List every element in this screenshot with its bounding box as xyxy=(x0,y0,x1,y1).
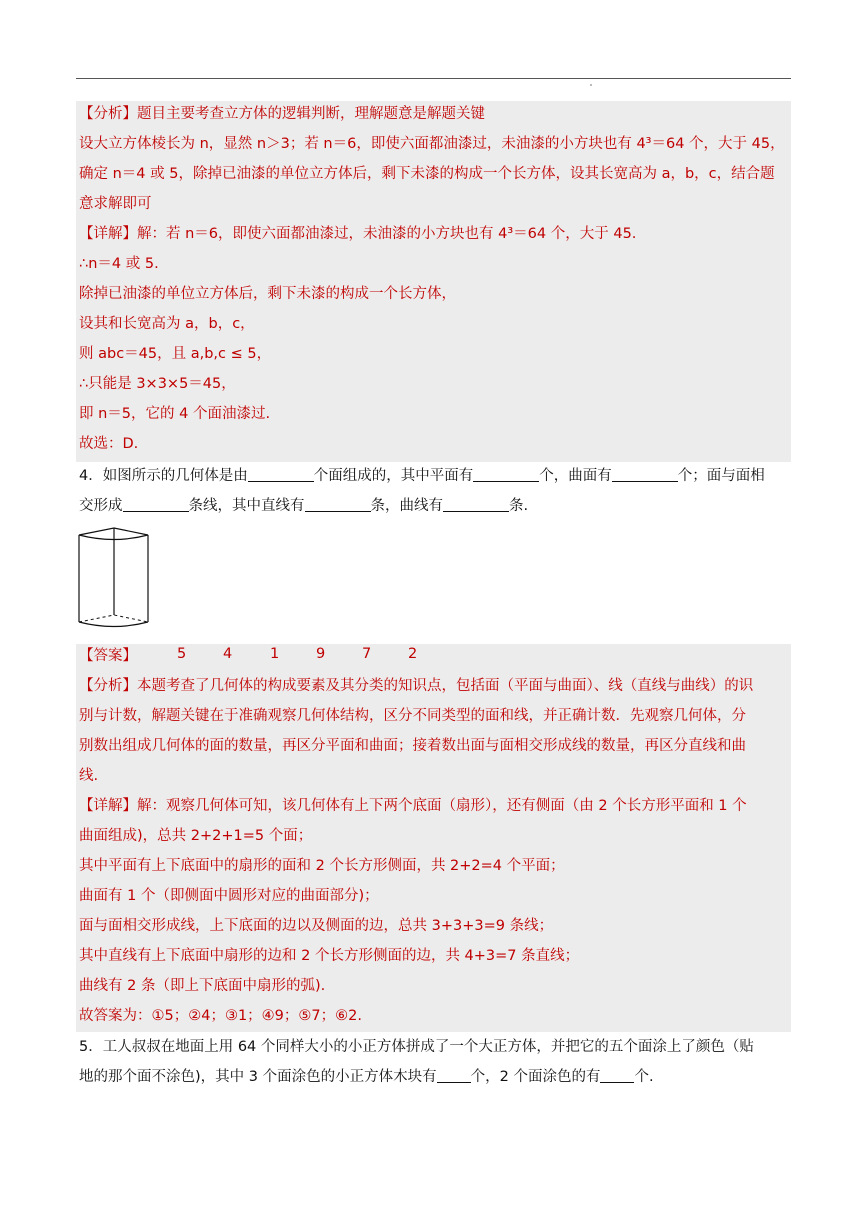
q4-detail-line-6: 其中直线有上下底面中扇形的边和 2 个长方形侧面的边，共 4+3=7 条直线； xyxy=(79,948,580,964)
q4-detail-line-5: 面与面相交形成线，上下底面的边以及侧面的边，总共 3+3+3=9 条线； xyxy=(79,918,554,934)
answer-tag: 【答案】 xyxy=(79,648,137,664)
q3-detail-line xyxy=(79,224,636,244)
detail-tag: 【详解】 xyxy=(79,798,137,814)
q3-line-4: 意求解即可 xyxy=(79,196,152,212)
sector-prism-figure xyxy=(76,524,156,638)
q3-line-2: 设大立方体棱长为 n，显然 n＞3；若 n＝6，即使六面都油漆过，未油漆的小方块也有 4³＝64 个，大于 45， xyxy=(79,136,785,152)
analysis-tag: 【分析】 xyxy=(79,106,137,122)
q4-analysis-line-4: 线. xyxy=(79,768,99,784)
q3-line-3: 确定 n＝4 或 5，除掉已油漆的单位立方体后，剩下未漆的构成一个长方体，设其长宽高为 a，b，c，结合题 xyxy=(79,166,775,182)
q4-stem-line-1: 4．如图所示的几何体是由 个面组成的，其中平面有 个，曲面有 个；面与面相 xyxy=(79,468,765,484)
q5-blank-2[interactable] xyxy=(600,1068,634,1083)
q4-detail-line-3: 其中平面有上下底面中的扇形的面和 2 个长方形侧面，共 2+2=4 个平面； xyxy=(79,858,565,874)
q3-analysis-line xyxy=(79,104,485,124)
header-rule xyxy=(76,78,791,79)
q5-blank-1[interactable] xyxy=(437,1068,471,1083)
q3-line-6: ∴n＝4 或 5. xyxy=(79,256,159,272)
q3-line-7: 除掉已油漆的单位立方体后，剩下未漆的构成一个长方体， xyxy=(79,286,456,302)
q4-analysis-line-2: 别与计数，解题关键在于准确观察几何体结构，区分不同类型的面和线，并正确计数．先观察几何体，分 xyxy=(79,708,746,724)
blank-2[interactable] xyxy=(473,467,539,482)
q4-detail-line-2: 曲面组成)，总共 2+2+1=5 个面； xyxy=(79,828,313,844)
bottom-hidden-edges xyxy=(79,615,148,622)
analysis-tag: 【分析】 xyxy=(79,678,137,694)
answer-4: 9 xyxy=(316,646,326,662)
q4-detail-line-8: 故答案为：①5；②4；③1；④9；⑤7；⑥2. xyxy=(79,1008,362,1024)
q4-analysis-line-3: 别数出组成几何体的面的数量，再区分平面和曲面；接着数出面与面相交形成线的数量，再区分直线和曲 xyxy=(79,738,746,754)
q4-answer-tag-line xyxy=(79,646,137,666)
detail-text: 解：若 n＝6，即使六面都油漆过，未油漆的小方块也有 4³＝64 个，大于 45. xyxy=(137,226,637,242)
q3-line-8: 设其和长宽高为 a，b，c， xyxy=(79,316,255,332)
blank-4[interactable] xyxy=(123,497,189,512)
q4-detail-line-7: 曲线有 2 条（即上下底面中扇形的弧). xyxy=(79,978,326,994)
q4-detail-line-4: 曲面有 1 个（即侧面中圆形对应的曲面部分)； xyxy=(79,888,379,904)
answer-3: 1 xyxy=(270,646,280,662)
answer-1: 5 xyxy=(177,646,187,662)
blank-6[interactable] xyxy=(443,497,509,512)
answer-5: 7 xyxy=(362,646,372,662)
answer-2: 4 xyxy=(223,646,233,662)
blank-5[interactable] xyxy=(305,497,371,512)
q4-detail-line-1: 【详解】解：观察几何体可知，该几何体有上下两个底面（扇形），还有侧面（由 2 个长方形平面和 1 个 xyxy=(79,798,747,814)
q3-line-10: ∴只能是 3×3×5＝45， xyxy=(79,376,236,392)
q4-stem-line-2: 交形成 条线，其中直线有 条，曲线有 条. xyxy=(79,498,529,514)
q3-line-11: 即 n＝5，它的 4 个面油漆过. xyxy=(79,406,271,422)
blank-3[interactable] xyxy=(612,467,678,482)
q4-analysis-line-1: 【分析】本题考查了几何体的构成要素及其分类的知识点，包括面（平面与曲面）、线（直线与曲线）的识 xyxy=(79,678,754,694)
header-dot xyxy=(590,84,592,86)
analysis-text: 题目主要考查立方体的逻辑判断，理解题意是解题关键 xyxy=(137,106,485,122)
q5-stem-line-1: 5．工人叔叔在地面上用 64 个同样大小的小正方体拼成了一个大正方体，并把它的五个面涂上了颜色（贴 xyxy=(79,1039,754,1055)
bottom-arc xyxy=(79,622,148,627)
q5-stem-line-2: 地的那个面不涂色)，其中 3 个面涂色的小正方体木块有 个，2 个面涂色的有 个. xyxy=(79,1069,654,1085)
q3-line-12: 故选：D. xyxy=(79,436,139,452)
answer-6: 2 xyxy=(408,646,418,662)
q3-line-9: 则 abc＝45，且 a,b,c ≤ 5， xyxy=(79,346,272,362)
detail-tag: 【详解】 xyxy=(79,226,137,242)
blank-1[interactable] xyxy=(248,467,314,482)
